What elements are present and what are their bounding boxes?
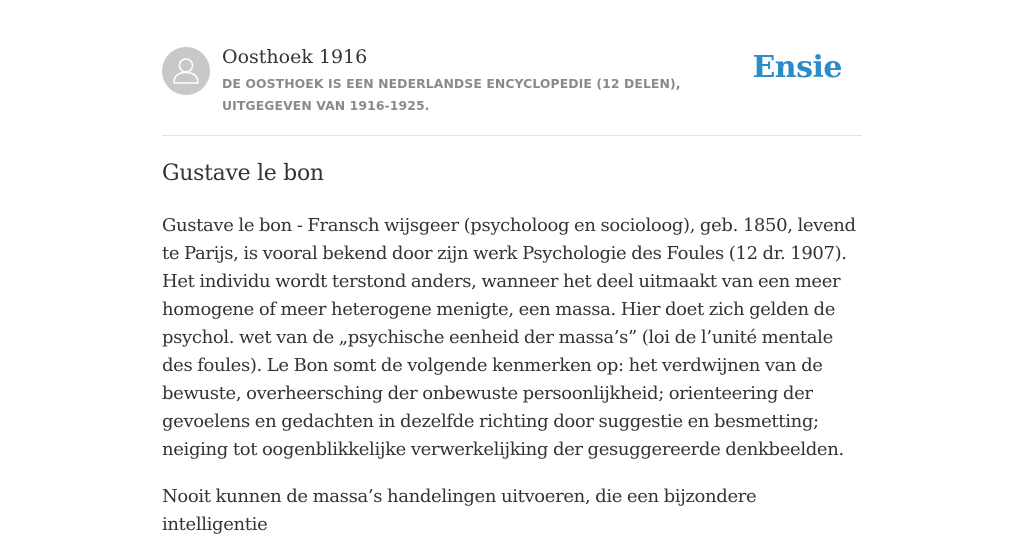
source-description: DE OOSTHOEK IS EEN NEDERLANDSE ENCYCLOPEDIE (12 DELEN), UITGEGEVEN VAN 1916-1925.	[222, 76, 681, 113]
ensie-logo[interactable]: Ensie	[752, 50, 842, 85]
source-title[interactable]: Oosthoek 1916	[222, 46, 368, 68]
article-paragraph: Nooit kunnen de massa’s handelingen uitvoeren, die een bijzondere intelligentie	[162, 486, 757, 535]
article-body	[162, 212, 862, 539]
page	[162, 0, 862, 539]
article-paragraph: Gustave le bon - Fransch wijsgeer (psycholoog en socioloog), geb. 1850, levend te Parijs, is vooral bekend door zijn werk Psychologie des Foules (12 dr. 1907). Het individu wordt terstond anders, wanneer het deel uitmaakt van een meer homogene of meer heterogene menigte, een massa. Hier doet zich gelden de psychol. wet van de „psychische eenheid der massa’s” (loi de l’unité mentale des foules). Le Bon somt de volgende kenmerken op: het verdwijnen van de bewuste, overheersching der onbewuste persoonlijkheid; orienteering der gevoelens en gedachten in dezelfde richting door suggestie en besmetting; neiging tot oogenblikkelijke verwerkelijking der gesuggereerde denkbeelden.	[162, 215, 856, 460]
user-silhouette-icon	[162, 47, 210, 95]
article-title: Gustave le bon	[162, 161, 324, 186]
source-avatar[interactable]	[162, 47, 210, 95]
source-header	[162, 0, 862, 136]
